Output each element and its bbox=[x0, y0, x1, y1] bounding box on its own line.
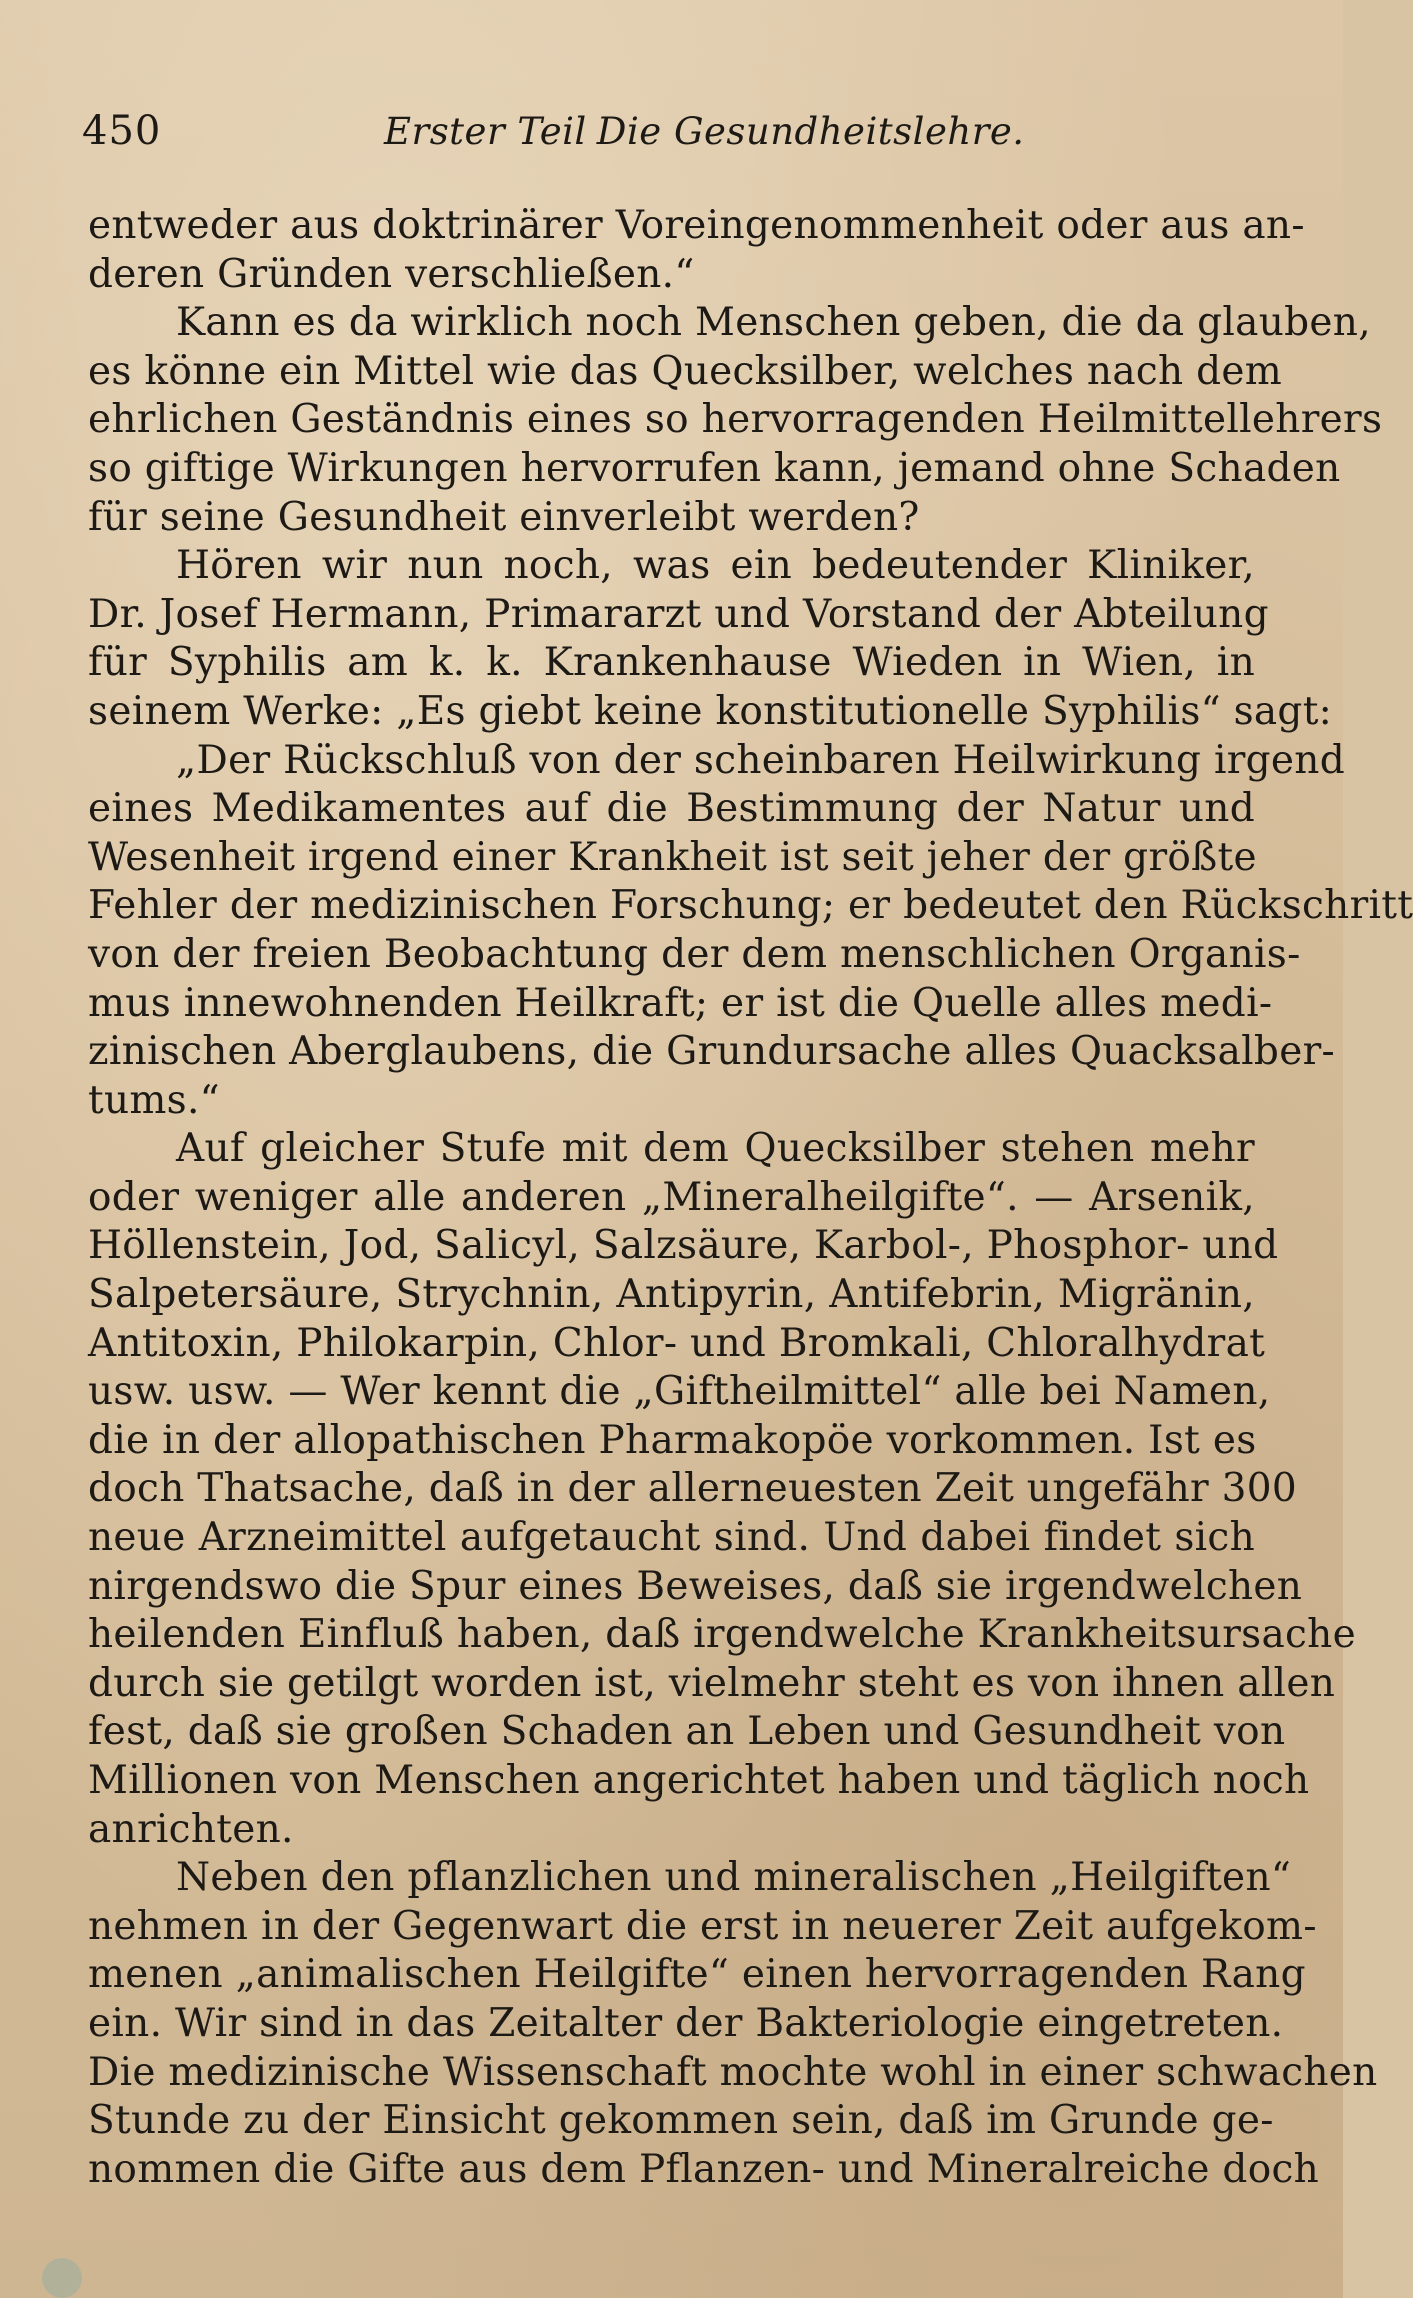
text-line: nommen die Gifte aus dem Pflanzen- und Mineralreiche doch bbox=[88, 2146, 1320, 2192]
text-line: oder weniger alle anderen „Mineralheilgifte“. — Arsenik, bbox=[88, 1174, 1255, 1220]
text-line: neue Arzneimittel aufgetaucht sind. Und dabei findet sich bbox=[88, 1515, 1255, 1561]
text-line: tums.“ bbox=[88, 1077, 220, 1123]
text-line: menen „animalischen Heilgifte“ einen hervorragenden Rang bbox=[88, 1952, 1306, 1998]
text-line: Neben den pflanzlichen und mineralischen „Heilgiften“ bbox=[176, 1855, 1292, 1901]
text-line: Millionen von Menschen angerichtet haben und täglich noch bbox=[88, 1758, 1310, 1803]
text-line: heilenden Einfluß haben, daß irgendwelche Krankheitsursache bbox=[88, 1612, 1356, 1658]
text-line: anrichten. bbox=[88, 1806, 294, 1852]
text-line: „Der Rückschluß von der scheinbaren Heilwirkung irgend bbox=[176, 737, 1345, 783]
text-line: Höllenstein, Jod, Salicyl, Salzsäure, Karbol-, Phosphor- und bbox=[88, 1223, 1279, 1269]
text-line: es könne ein Mittel wie das Quecksilber, welches nach dem bbox=[88, 348, 1283, 394]
page-number: 450 bbox=[82, 108, 162, 154]
text-line: so giftige Wirkungen hervorrufen kann, jemand ohne Schaden bbox=[88, 445, 1341, 491]
text-line: von der freien Beobachtung der dem menschlichen Organis- bbox=[88, 931, 1301, 977]
text-line: nirgendswo die Spur eines Beweises, daß sie irgendwelchen bbox=[88, 1563, 1303, 1609]
body-text bbox=[88, 202, 1413, 2194]
text-line: ehrlichen Geständnis eines so hervorragenden Heilmittellehrers bbox=[88, 397, 1383, 443]
text-line: Auf gleicher Stufe mit dem Quecksilber stehen mehr bbox=[176, 1126, 1255, 1172]
text-line: Dr. Josef Hermann, Primararzt und Vorstand der Abteilung bbox=[88, 591, 1269, 637]
running-head-chapter: Die Gesundheitslehre. bbox=[596, 110, 1025, 153]
text-line: Salpetersäure, Strychnin, Antipyrin, Antifebrin, Migränin, bbox=[88, 1272, 1255, 1318]
text-line: Antitoxin, Philokarpin, Chlor- und Bromkali, Chloralhydrat bbox=[88, 1320, 1266, 1366]
text-line: entweder aus doktrinärer Voreingenommenheit oder aus an- bbox=[88, 203, 1305, 248]
text-line: usw. usw. — Wer kennt die „Giftheilmittel“ alle bei Namen, bbox=[88, 1369, 1271, 1415]
text-line: doch Thatsache, daß in der allerneuesten Zeit ungefähr 300 bbox=[88, 1466, 1297, 1512]
text-line: durch sie getilgt worden ist, vielmehr steht es von ihnen allen bbox=[88, 1660, 1336, 1706]
text-line: für seine Gesundheit einverleibt werden? bbox=[88, 494, 920, 540]
paper-stain bbox=[42, 2258, 82, 2298]
text-line: ein. Wir sind in das Zeitalter der Bakteriologie eingetreten. bbox=[88, 2000, 1284, 2046]
text-line: die in der allopathischen Pharmakopöe vorkommen. Ist es bbox=[88, 1417, 1257, 1463]
text-line: zinischen Aberglaubens, die Grundursache alles Quacksalber- bbox=[88, 1029, 1335, 1075]
text-line: mus innewohnenden Heilkraft; er ist die Quelle alles medi- bbox=[88, 980, 1273, 1026]
text-line: Die medizinische Wissenschaft mochte wohl in einer schwachen bbox=[88, 2049, 1378, 2095]
text-line: für Syphilis am k. k. Krankenhause Wieden in Wien, in bbox=[88, 640, 1255, 686]
page-header bbox=[82, 108, 1262, 168]
text-line: eines Medikamentes auf die Bestimmung der Natur und bbox=[88, 786, 1255, 832]
text-line: Stunde zu der Einsicht gekommen sein, daß im Grunde ge- bbox=[88, 2098, 1274, 2144]
text-line: seinem Werke: „Es giebt keine konstitutionelle Syphilis“ sagt: bbox=[88, 688, 1333, 734]
text-line: nehmen in der Gegenwart die erst in neuerer Zeit aufgekom- bbox=[88, 1903, 1317, 1949]
running-head bbox=[384, 110, 1025, 153]
text-line: Wesenheit irgend einer Krankheit ist seit jeher der größte bbox=[88, 834, 1257, 880]
text-line: Kann es da wirklich noch Menschen geben, die da glauben, bbox=[176, 300, 1371, 346]
text-line: Fehler der medizinischen Forschung; er bedeutet den Rückschritt bbox=[88, 883, 1413, 929]
running-head-part: Erster Teil bbox=[384, 110, 587, 153]
text-line: fest, daß sie großen Schaden an Leben und Gesundheit von bbox=[88, 1709, 1286, 1755]
text-line: Hören wir nun noch, was ein bedeutender Kliniker, bbox=[176, 543, 1255, 589]
text-line: deren Gründen verschließen.“ bbox=[88, 251, 695, 297]
